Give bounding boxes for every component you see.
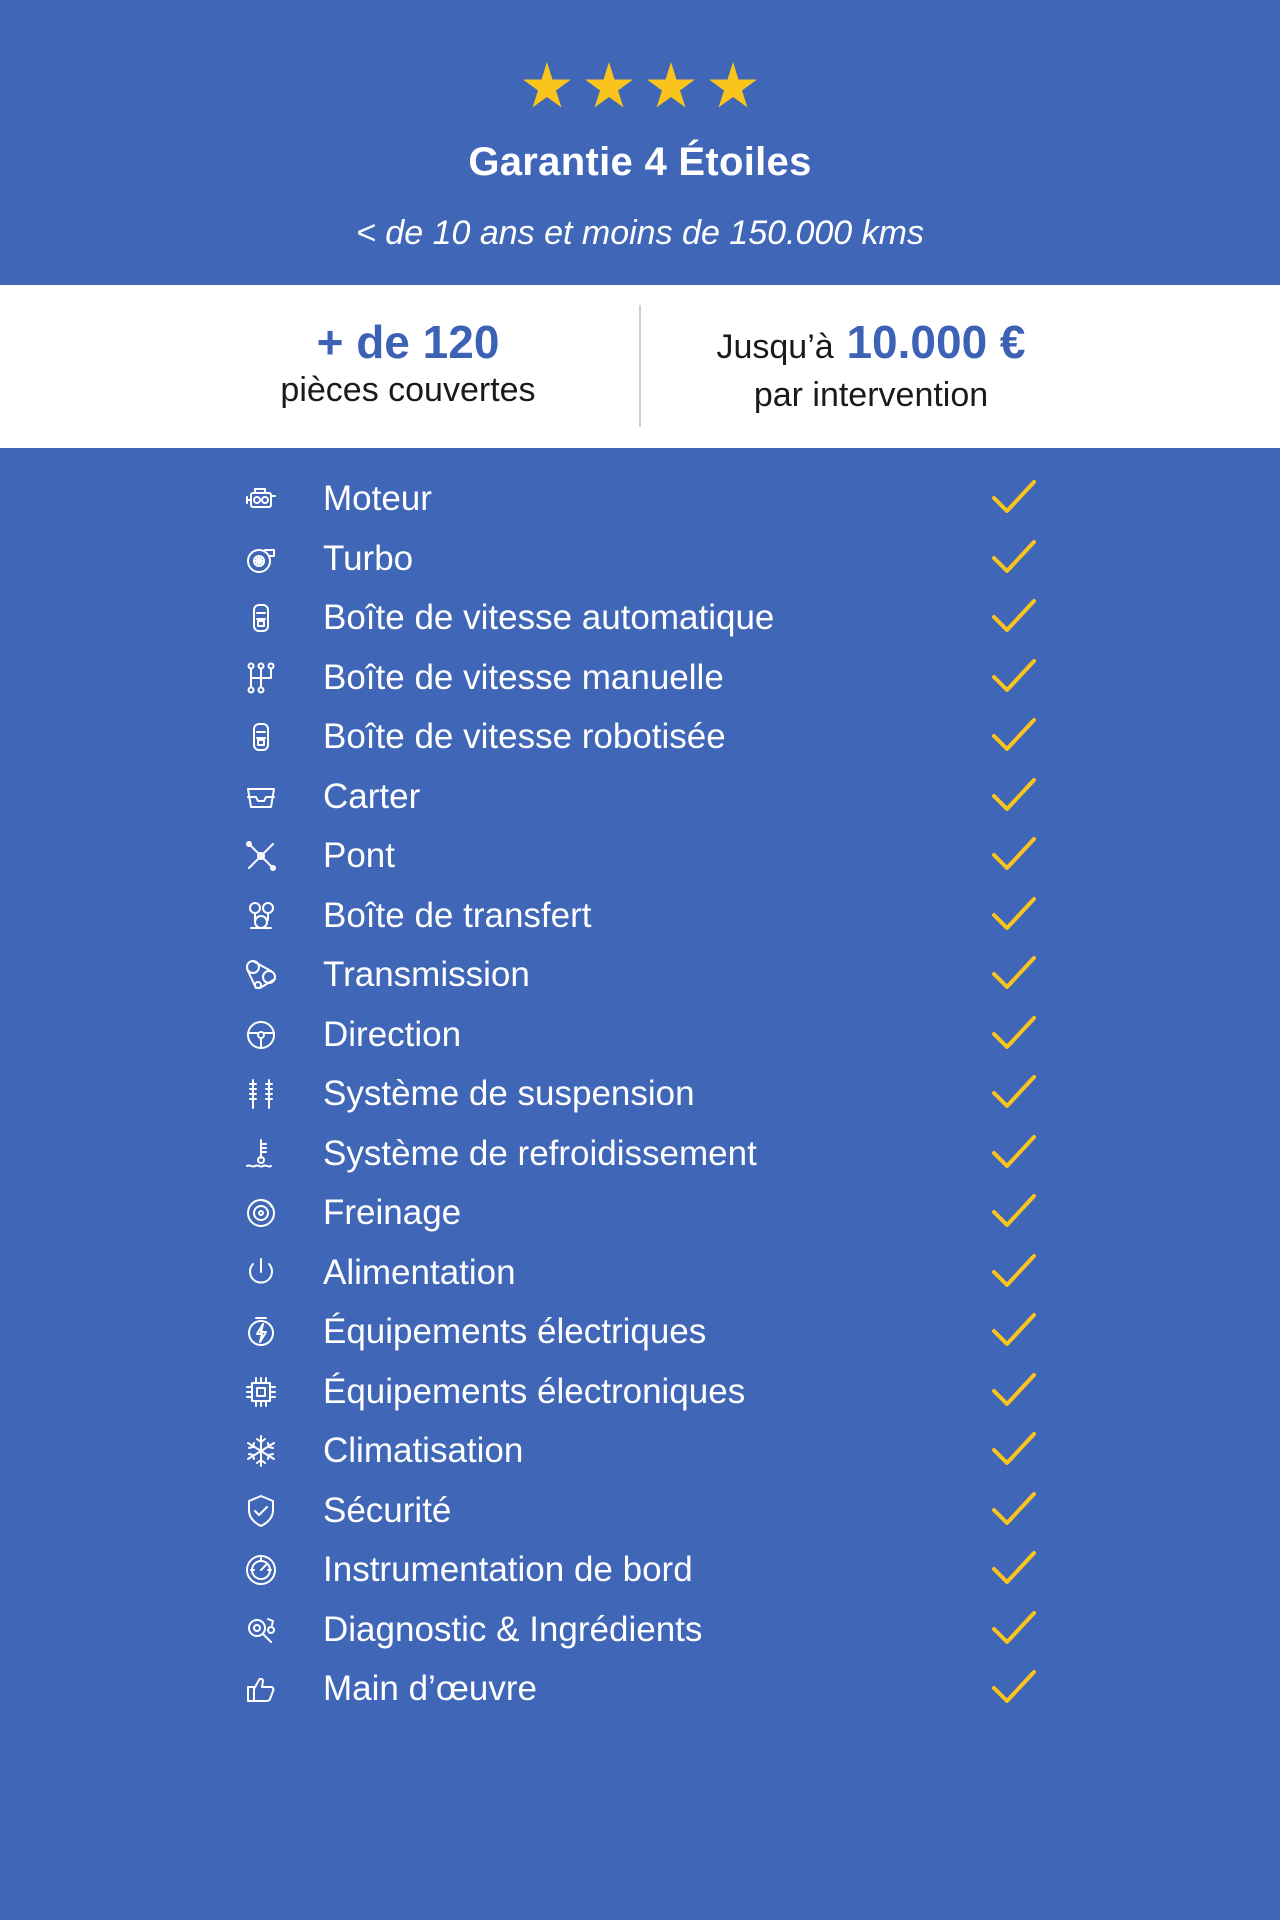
brake-disc-icon [243,1195,279,1231]
stats-band [0,285,1280,448]
page-subtitle: < de 10 ans et moins de 150.000 kms [356,214,924,252]
belt-icon [243,957,279,993]
list-item [0,1660,1280,1720]
rating-stars [0,62,1280,117]
list-item [0,887,1280,947]
checkmark-icon [990,835,1038,875]
hand-icon [243,1671,279,1707]
max-amount-stat [621,315,1121,416]
amount-label: par intervention [753,376,989,414]
coolant-icon [243,1136,279,1172]
list-item [0,1541,1280,1601]
list-item-label: Pont [323,836,395,875]
steering-wheel-icon [243,1017,279,1053]
gear-shift-icon [243,719,279,755]
shield-icon [243,1493,279,1529]
star-icon [708,62,758,112]
list-item [0,1184,1280,1244]
checkmark-icon [990,895,1038,935]
checkmark-icon [990,1073,1038,1113]
manual-gearbox-icon [243,660,279,696]
checkmark-icon [990,776,1038,816]
list-item [0,827,1280,887]
power-icon [243,1255,279,1291]
snowflake-icon [243,1433,279,1469]
list-item [0,1244,1280,1304]
list-item-label: Boîte de vitesse robotisée [323,717,726,756]
chip-icon [243,1374,279,1410]
list-item [0,1601,1280,1661]
electric-icon [243,1314,279,1350]
list-item [0,708,1280,768]
list-item [0,1303,1280,1363]
list-item-label: Équipements électroniques [323,1371,746,1411]
list-item-label: Boîte de vitesse automatique [323,598,775,637]
list-item-label: Moteur [323,479,432,518]
checkmark-icon [990,1133,1038,1173]
list-item [0,649,1280,709]
gear-shift-icon [243,600,279,636]
list-item-label: Équipements électriques [323,1312,707,1351]
parts-covered-stat [158,315,658,411]
list-item-label: Instrumentation de bord [323,1550,693,1589]
header [0,0,1280,285]
list-item [0,1363,1280,1423]
list-item-label: Freinage [323,1193,462,1232]
checkmark-icon [990,1490,1038,1530]
transfer-case-icon [243,898,279,934]
list-item [0,589,1280,649]
checkmark-icon [990,1252,1038,1292]
list-item-label: Climatisation [323,1431,524,1470]
checkmark-icon [990,1668,1038,1708]
list-item-label: Alimentation [323,1252,516,1292]
list-item-label: Système de suspension [323,1074,695,1113]
diagnostic-icon [243,1612,279,1648]
checkmark-icon [990,597,1038,637]
list-item-label: Boîte de transfert [323,895,592,935]
checkmark-icon [990,716,1038,756]
speedometer-icon [243,1552,279,1588]
star-icon [522,62,572,112]
checkmark-icon [990,657,1038,697]
list-item-label: Boîte de vitesse manuelle [323,657,724,697]
list-item-label: Diagnostic & Ingrédients [323,1609,703,1649]
list-item [0,530,1280,590]
axle-icon [243,838,279,874]
star-icon [646,62,696,112]
list-item [0,768,1280,828]
checkmark-icon [990,1192,1038,1232]
checkmark-icon [990,1430,1038,1470]
list-item [0,1422,1280,1482]
checkmark-icon [990,1014,1038,1054]
page-title: Garantie 4 Étoiles [468,140,812,184]
list-item-label: Main d’œuvre [323,1669,537,1708]
list-item-label: Direction [323,1014,462,1054]
checkmark-icon [990,538,1038,578]
list-item [0,470,1280,530]
list-item [0,1065,1280,1125]
list-item-label: Transmission [323,955,530,994]
list-item [0,1125,1280,1185]
checkmark-icon [990,954,1038,994]
checkmark-icon [990,1371,1038,1411]
star-icon [584,62,634,112]
amount-prefix: Jusqu’à [716,328,834,366]
engine-icon [243,481,279,517]
parts-count: + de 120 [316,316,500,368]
checkmark-icon [990,1609,1038,1649]
list-item-label: Sécurité [323,1490,452,1530]
coverage-list [0,470,1280,1720]
list-item-label: Turbo [323,538,414,578]
tray-icon [243,779,279,815]
amount-value: 10.000 € [846,316,1026,368]
list-item [0,1006,1280,1066]
list-item-label: Carter [323,776,421,816]
checkmark-icon [990,478,1038,518]
suspension-icon [243,1076,279,1112]
checkmark-icon [990,1549,1038,1589]
list-item-label: Système de refroidissement [323,1133,757,1173]
turbo-icon [243,541,279,577]
list-item [0,946,1280,1006]
list-item [0,1482,1280,1542]
checkmark-icon [990,1311,1038,1351]
parts-label: pièces couvertes [280,371,536,409]
